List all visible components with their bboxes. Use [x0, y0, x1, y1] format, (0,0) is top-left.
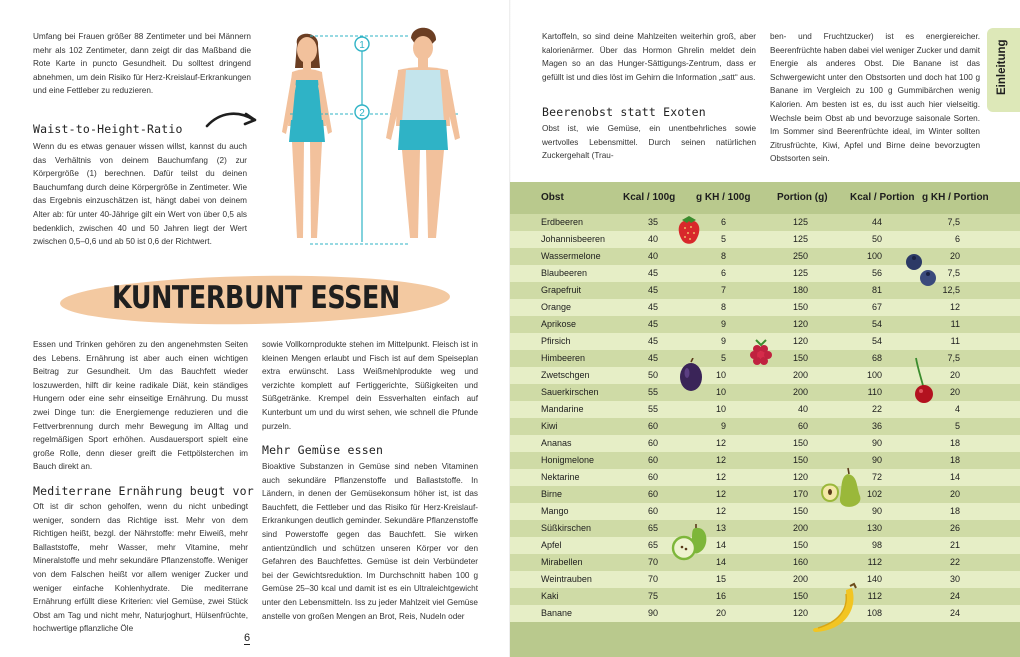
value-cell: 6 [954, 234, 960, 244]
table-row [510, 503, 1020, 520]
fruit-name-cell: Birne [541, 489, 563, 499]
page-number: 6 [244, 632, 251, 644]
value-cell: 12 [715, 506, 726, 516]
value-cell: 200 [792, 387, 808, 397]
body-measurement-figure [270, 22, 480, 250]
header-kcal-100g: Kcal / 100g [623, 192, 676, 203]
fruit-name-cell: Nektarine [541, 472, 580, 482]
value-cell: 54 [871, 336, 882, 346]
value-cell: 13 [715, 523, 726, 533]
fruit-name-cell: Mirabellen [541, 557, 583, 567]
value-cell: 108 [866, 608, 882, 618]
value-cell: 18 [949, 506, 960, 516]
value-cell: 12 [715, 438, 726, 448]
value-cell: 6 [720, 268, 726, 278]
strawberry-icon [676, 214, 702, 246]
man-figure [386, 28, 460, 238]
value-cell: 8 [720, 251, 726, 261]
fruit-name-cell: Mango [541, 506, 569, 516]
value-cell: 7,5 [947, 217, 960, 227]
value-cell: 125 [792, 217, 808, 227]
value-cell: 70 [647, 557, 658, 567]
value-cell: 9 [720, 421, 726, 431]
value-cell: 7 [720, 285, 726, 295]
table-row [510, 520, 1020, 537]
value-cell: 20 [949, 489, 960, 499]
berries-paragraph: Obst ist, wie Gemüse, ein unentbehrliches sowie wertvolles Lebensmittel. Durch seinen natürlichen Zuckergehalt (Trau- [542, 124, 756, 161]
value-cell: 24 [949, 608, 960, 618]
value-cell: 120 [792, 319, 808, 329]
fruit-name-cell: Erdbeeren [541, 217, 584, 227]
fruit-table [510, 182, 1020, 657]
value-cell: 26 [949, 523, 960, 533]
table-row [510, 282, 1020, 299]
table-row [510, 214, 1020, 231]
value-cell: 120 [792, 608, 808, 618]
value-cell: 72 [871, 472, 882, 482]
table-row [510, 316, 1020, 333]
table-row [510, 452, 1020, 469]
value-cell: 10 [715, 404, 726, 414]
header-fruit: Obst [541, 192, 564, 203]
fruit-name-cell: Blaubeeren [541, 268, 588, 278]
value-cell: 60 [797, 421, 808, 431]
mediterranean-heading: Mediterrane Ernährung beugt vor [33, 484, 254, 498]
value-cell: 90 [871, 455, 882, 465]
value-cell: 10 [715, 370, 726, 380]
chapter-tab-label: Einleitung [996, 39, 1008, 95]
table-row [510, 265, 1020, 282]
vegetables-heading: Mehr Gemüse essen [262, 443, 384, 457]
value-cell: 112 [867, 557, 882, 567]
value-cell: 200 [792, 574, 808, 584]
value-cell: 50 [871, 234, 882, 244]
table-row [510, 299, 1020, 316]
value-cell: 81 [871, 285, 882, 295]
value-cell: 120 [792, 336, 808, 346]
value-cell: 200 [792, 370, 808, 380]
raspberry-icon [748, 336, 774, 368]
value-cell: 11 [950, 336, 960, 346]
table-row [510, 537, 1020, 554]
right-column1-text: Kartoffeln, so sind deine Mahlzeiten weiterhin groß, aber kalorienärmer. Über das Hormon Ghrelin meldet dein Magen so an das Hunger-Sättigungs-Zentrum, dass er gefüllt ist und dies löst im Gehirn die Information „satt“ aus. [542, 32, 756, 82]
value-cell: 20 [949, 251, 960, 261]
fruit-name-cell: Sauerkirschen [541, 387, 599, 397]
value-cell: 21 [949, 540, 960, 550]
fruit-name-cell: Apfel [541, 540, 562, 550]
right-column2-text: ben- und Fruchtzucker) ist es energiereicher. Beerenfrüchte haben dabei viel weniger Zucker und damit Energie als anderes Obst. Die Banane ist das Schwergewicht unter den Obstsorten und doch hat 100 g Banane im Vergleich zu 100 g Gummibärchen wenig Kalorien. Am besten ist es, du isst auch hier vielseitig. Wechsle beim Obst ab und bevorzuge saisonale Sorten. Im Sommer sind Beerenfrüchte ideal, im Winter sollten Zitrusfrüchte, Kiwi, Apfel und Birne deine bevorzugten Obstsorten sein. [770, 32, 980, 164]
value-cell: 60 [647, 421, 658, 431]
value-cell: 55 [647, 404, 658, 414]
value-cell: 14 [949, 472, 960, 482]
fruit-name-cell: Honigmelone [541, 455, 595, 465]
value-cell: 56 [871, 268, 882, 278]
header-kcal-portion: Kcal / Portion [850, 192, 915, 203]
table-row [510, 384, 1020, 401]
value-cell: 100 [866, 370, 882, 380]
value-cell: 65 [647, 540, 658, 550]
value-cell: 12,5 [942, 285, 960, 295]
fruit-name-cell: Kaki [541, 591, 559, 601]
value-cell: 150 [792, 591, 808, 601]
value-cell: 5 [720, 353, 726, 363]
blueberries-icon [904, 252, 940, 288]
woman-figure [282, 34, 332, 238]
table-row [510, 418, 1020, 435]
value-cell: 9 [720, 336, 726, 346]
fruit-name-cell: Aprikose [541, 319, 577, 329]
value-cell: 30 [949, 574, 960, 584]
value-cell: 200 [792, 523, 808, 533]
value-cell: 125 [792, 268, 808, 278]
fruit-name-cell: Mandarine [541, 404, 584, 414]
value-cell: 160 [792, 557, 808, 567]
value-cell: 22 [871, 404, 882, 414]
whtr-paragraph: Wenn du es etwas genauer wissen willst, kannst du auch das Verhältnis von deinem Bauchumfang (2) zur Körpergröße (1) berechnen. Dafür teilst du deinen Bauchumfang durch deine Körpergröße in Zentimeter. Wie das Ergebnis einzuschätzen ist, hängt dabei von deinem Alter ab: für unter 40-Jährige gilt ein Wert von über 0,5 als bedenklich, zwischen 40 und 50 Jahren liegt der Wert zwischen 0,5–0,6 und ab 50 ist 0,6 der Richtwert. [33, 142, 247, 247]
whtr-heading: Waist-to-Height-Ratio [33, 122, 183, 136]
fruit-name-cell: Kiwi [541, 421, 558, 431]
value-cell: 12 [715, 489, 726, 499]
value-cell: 90 [871, 506, 882, 516]
value-cell: 65 [647, 523, 658, 533]
value-cell: 150 [792, 302, 808, 312]
vegetables-paragraph: Bioaktive Substanzen in Gemüse sind neben Vitaminen auch sekundäre Pflanzenstoffe und Ballaststoffe. In Ländern, in denen der Gemüsekonsum höher ist, ist das Bauchfett, die Fettleber und das Risiko für Herz-Kreislauf-Erkrankungen deutlich geminder. Sekundäre Pflanzenstoffe sind Powerstoffe gegen das Bauchfett. Sie wirken antientzündlich und schützen unseren Körper vor den Gefahren des Bauchfettes. Gemüse ist dein Verbündeter bei der Gewichtsreduktion. Im Durchschnitt haben 100 g Gemüse 25–30 kcal und damit ist es ein Ultraleichtgewicht unter den Lebensmitteln. Iss zu jeder Mahlzeit viel Gemüse anstelle von großen Mengen an Brot, Reis, Nudeln oder [262, 462, 478, 621]
value-cell: 6 [720, 217, 726, 227]
value-cell: 180 [792, 285, 808, 295]
value-cell: 90 [647, 608, 658, 618]
value-cell: 20 [949, 387, 960, 397]
value-cell: 40 [647, 234, 658, 244]
value-cell: 20 [949, 370, 960, 380]
table-row [510, 571, 1020, 588]
value-cell: 150 [792, 438, 808, 448]
value-cell: 40 [647, 251, 658, 261]
table-row [510, 554, 1020, 571]
arrow-icon [204, 108, 260, 130]
value-cell: 100 [866, 251, 882, 261]
value-cell: 45 [647, 268, 658, 278]
header-kh-portion: g KH / Portion [922, 192, 989, 203]
fruit-name-cell: Zwetschgen [541, 370, 590, 380]
value-cell: 98 [871, 540, 882, 550]
value-cell: 45 [647, 336, 658, 346]
fruit-name-cell: Ananas [541, 438, 572, 448]
value-cell: 24 [949, 591, 960, 601]
value-cell: 112 [867, 591, 882, 601]
fruit-name-cell: Süßkirschen [541, 523, 592, 533]
value-cell: 40 [797, 404, 808, 414]
value-cell: 68 [871, 353, 882, 363]
table-row [510, 231, 1020, 248]
value-cell: 250 [792, 251, 808, 261]
value-cell: 10 [715, 387, 726, 397]
value-cell: 8 [720, 302, 726, 312]
table-row [510, 248, 1020, 265]
marker-2: 2 [359, 108, 365, 119]
value-cell: 20 [715, 608, 726, 618]
fruit-name-cell: Pfirsich [541, 336, 571, 346]
value-cell: 55 [647, 387, 658, 397]
value-cell: 60 [647, 506, 658, 516]
fruit-name-cell: Johannisbeeren [541, 234, 606, 244]
value-cell: 150 [792, 540, 808, 550]
fruit-name-cell: Weintrauben [541, 574, 592, 584]
value-cell: 110 [867, 387, 882, 397]
table-row [510, 401, 1020, 418]
value-cell: 150 [792, 353, 808, 363]
value-cell: 170 [792, 489, 808, 499]
value-cell: 5 [954, 421, 960, 431]
value-cell: 14 [715, 557, 726, 567]
mediterranean-paragraph: Oft ist dir schon geholfen, wenn du nicht unbedingt weniger, sondern das Richtige isst. Mehr von dem Richtigen heißt, bezgl. der Nährstoffe: mehr Eiweiß, mehr Ballaststoffe, mehr Wasser, mehr Vitamine, mehr Mineralstoffe und mehr sekundäre Pflanzenstoffe. Weniger von dem Falschen heißt vor allem weniger Zucker und weniger einfache Kohlenhydrate. Die mediterrane Ernährung erfüllt diese Kriterien: viel Gemüse, zwei Stück Obst am Tag und nicht mehr, Naturjoghurt, Hülsenfrüchte, hochwertige pflanzliche Öle [33, 502, 248, 634]
table-row [510, 486, 1020, 503]
table-row [510, 367, 1020, 384]
apple-icon [670, 522, 710, 562]
value-cell: 11 [950, 319, 960, 329]
value-cell: 22 [949, 557, 960, 567]
value-cell: 102 [866, 489, 882, 499]
header-portion: Portion (g) [777, 192, 828, 203]
value-cell: 60 [647, 455, 658, 465]
value-cell: 9 [720, 319, 726, 329]
value-cell: 36 [871, 421, 882, 431]
value-cell: 67 [871, 302, 882, 312]
value-cell: 12 [949, 302, 960, 312]
value-cell: 70 [647, 574, 658, 584]
fruit-name-cell: Grapefruit [541, 285, 582, 295]
value-cell: 5 [720, 234, 726, 244]
value-cell: 12 [715, 472, 726, 482]
value-cell: 54 [871, 319, 882, 329]
value-cell: 45 [647, 319, 658, 329]
value-cell: 150 [792, 506, 808, 516]
fruit-name-cell: Banane [541, 608, 573, 618]
value-cell: 140 [866, 574, 882, 584]
value-cell: 15 [715, 574, 726, 584]
value-cell: 7,5 [947, 353, 960, 363]
value-cell: 50 [647, 370, 658, 380]
value-cell: 60 [647, 438, 658, 448]
table-row [510, 588, 1020, 605]
value-cell: 75 [647, 591, 658, 601]
value-cell: 125 [792, 234, 808, 244]
fruit-name-cell: Himbeeren [541, 353, 586, 363]
table-row [510, 605, 1020, 622]
page-title: KUNTERBUNT ESSEN [112, 280, 400, 316]
intro-column-text: Essen und Trinken gehören zu den angenehmsten Seiten des Lebens. Ernährung ist aber auch einen wichtigen Beitrag zur Gesundheit. Um das Bauchfett wieder loszuwerden, hilft dir keine radikale Diät, kein ständiges Hungern oder eine sehr einseitige Ernährung. Du musst zwei Dinge tun: die Energiemenge reduzieren und die Fettverbrennung durch mehr Bewegung im Alltag und regelmäßigen Sport erhöhen. Ausdauersport spielt eine große Rolle, denn dieser greift die Fettpölsterchen im Bauch direkt an. [33, 340, 248, 472]
value-cell: 18 [949, 455, 960, 465]
value-cell: 120 [792, 472, 808, 482]
fruit-name-cell: Wassermelone [541, 251, 601, 261]
value-cell: 4 [954, 404, 960, 414]
value-cell: 44 [871, 217, 882, 227]
intro-paragraph: Umfang bei Frauen größer 88 Zentimeter und bei Männern mehr als 102 Zentimeter, dann zeigt dir das Maßband die Rote Karte in puncto Gesundheit. Du solltest dringend abnehmen, um dein Risiko für Herz-Kreislauf-Erkrankungen und eine Fettleber zu reduzieren. [33, 32, 251, 96]
value-cell: 7,5 [947, 268, 960, 278]
header-kh-100g: g KH / 100g [696, 192, 751, 203]
value-cell: 12 [715, 455, 726, 465]
value-cell: 150 [792, 455, 808, 465]
value-cell: 45 [647, 353, 658, 363]
banana-icon [810, 582, 862, 638]
value-cell: 45 [647, 285, 658, 295]
value-cell: 60 [647, 472, 658, 482]
pear-icon [818, 466, 864, 512]
value-cell: 18 [949, 438, 960, 448]
berries-heading: Beerenobst statt Exoten [542, 105, 706, 119]
cherry-icon [908, 356, 936, 404]
plum-icon [678, 358, 704, 392]
column2-text: sowie Vollkornprodukte stehen im Mittelpunkt. Fleisch ist in kleinen Mengen erlaubt und Fisch ist auf dem Speiseplan extra erwünscht. Lass Weißmehlprodukte weg und verzichte komplett auf Fertiggerichte, Süßigkeiten und Süßgetränke. Krempel dein Essverhalten einfach auf Kunterbunt um und du wirst sehen, wie schnell die Pfunde purzeln. [262, 340, 478, 431]
value-cell: 35 [647, 217, 658, 227]
table-row [510, 435, 1020, 452]
value-cell: 60 [647, 489, 658, 499]
value-cell: 14 [715, 540, 726, 550]
value-cell: 130 [866, 523, 882, 533]
fruit-name-cell: Orange [541, 302, 572, 312]
value-cell: 90 [871, 438, 882, 448]
marker-1: 1 [359, 40, 365, 51]
table-row [510, 469, 1020, 486]
value-cell: 16 [715, 591, 726, 601]
value-cell: 45 [647, 302, 658, 312]
